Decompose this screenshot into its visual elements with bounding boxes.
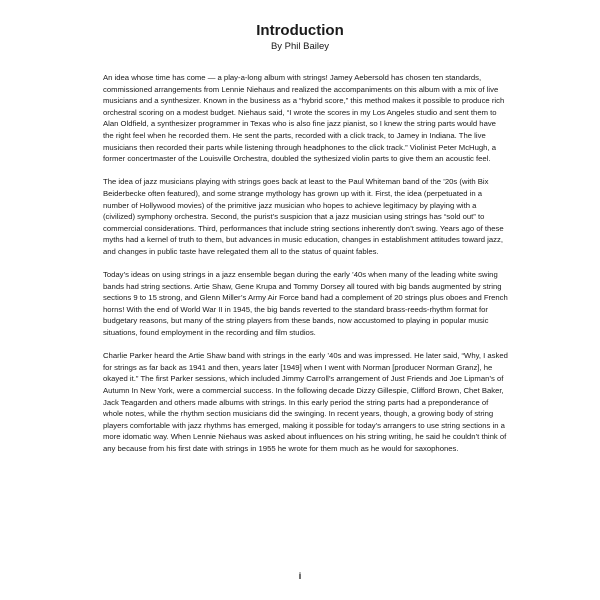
- paragraph: Today’s ideas on using strings in a jazz ensemble began during the early ’40s when many of the leading white swing bands had string sections. Artie Shaw, Gene Krupa and Tommy Dorsey all toured with big bands augmented by string sections 9 to 15 strong, and Glenn Miller’s Army Air Force band had a complement of 20 strings plus oboes and French horns! With the end of World War II in 1945, the big bands reverted to the standard brass-reeds-rhythm format for budgetary reasons, but many of the string players from these bands, now accustomed to playing in popular music situations, found employment in the recording and film studios.: [103, 270, 508, 338]
- paragraph: Charlie Parker heard the Artie Shaw band with strings in the early ’40s and was impressed. He later said, “Why, I asked for strings as far back as 1941 and then, years later [1949] when I went with Norman [producer Norman Granz], he okayed it.” The first Parker sessions, which included Jimmy Carroll’s arrangement of Just Friends and Joe Lipman’s of Autumn In New York, were a commercial success. In the following decade Dizzy Gillespie, Clifford Brown, Chet Baker, Jack Teagarden and others made albums with strings. In this early period the string parts had a preponderance of whole notes, while the rhythm section musicians did the swinging. In recent years, though, a growing body of string players comfortable with jazz rhythms has emerged, making it possible for today’s arrangers to use string sections in a more idomatic way. When Lennie Niehaus was asked about influences on his string writing, he said he couldn’t think of any because from his first date with strings in 1955 he wrote for them much as he would for saxophones.: [103, 351, 508, 453]
- page-title: Introduction: [256, 22, 344, 39]
- body-text: [103, 72, 508, 466]
- paragraph: The idea of jazz musicians playing with strings goes back at least to the Paul Whiteman band of the ’20s (with Bix Beiderbecke often featured), and some strange mythology has grown up with it. First, the idea (perpetuated in a number of Hollywood movies) of the primitive jazz musician who hopes to achieve legitimacy by playing with a (civilized) symphony orchestra. Second, the purist’s suspicion that a jazz musician using strings has “sold out” to commercial considerations. Third, performances that include string sections inherently don’t swing. Years ago of these myths had a kernel of truth to them, but advances in music education, changes in establishment attitudes toward jazz, and changes in public taste have relegated them all to the status of quaint fables.: [103, 177, 504, 256]
- author-byline: By Phil Bailey: [270, 41, 330, 52]
- paragraph: An idea whose time has come — a play-a-long album with strings! Jamey Aebersold has chosen ten standards, commissioned arrangements from Lennie Niehaus and realized the accompaniments on this album with a mix of live musicians and a synthesizer. Known in the business as a “hybrid score,” this method makes it possible to produce rich orchestral scoring on a modest budget. Niehaus said, “I wrote the scores in my Los Angeles studio and sent them to Alan Oldfield, a synthesizer programmer in Texas who is also fine jazz pianist, so I knew the string parts would have the right feel when he recorded them. He sent the parts, recorded with a click track, to Jamey in Indiana. The live musicians then recorded their parts while listening through headphones to the click track.” Violinist Peter McHugh, a former concertmaster of the Louisville Orchestra, doubled the sythesized violin parts to give them an acoustic feel.: [103, 73, 505, 164]
- page-number: i: [298, 571, 302, 581]
